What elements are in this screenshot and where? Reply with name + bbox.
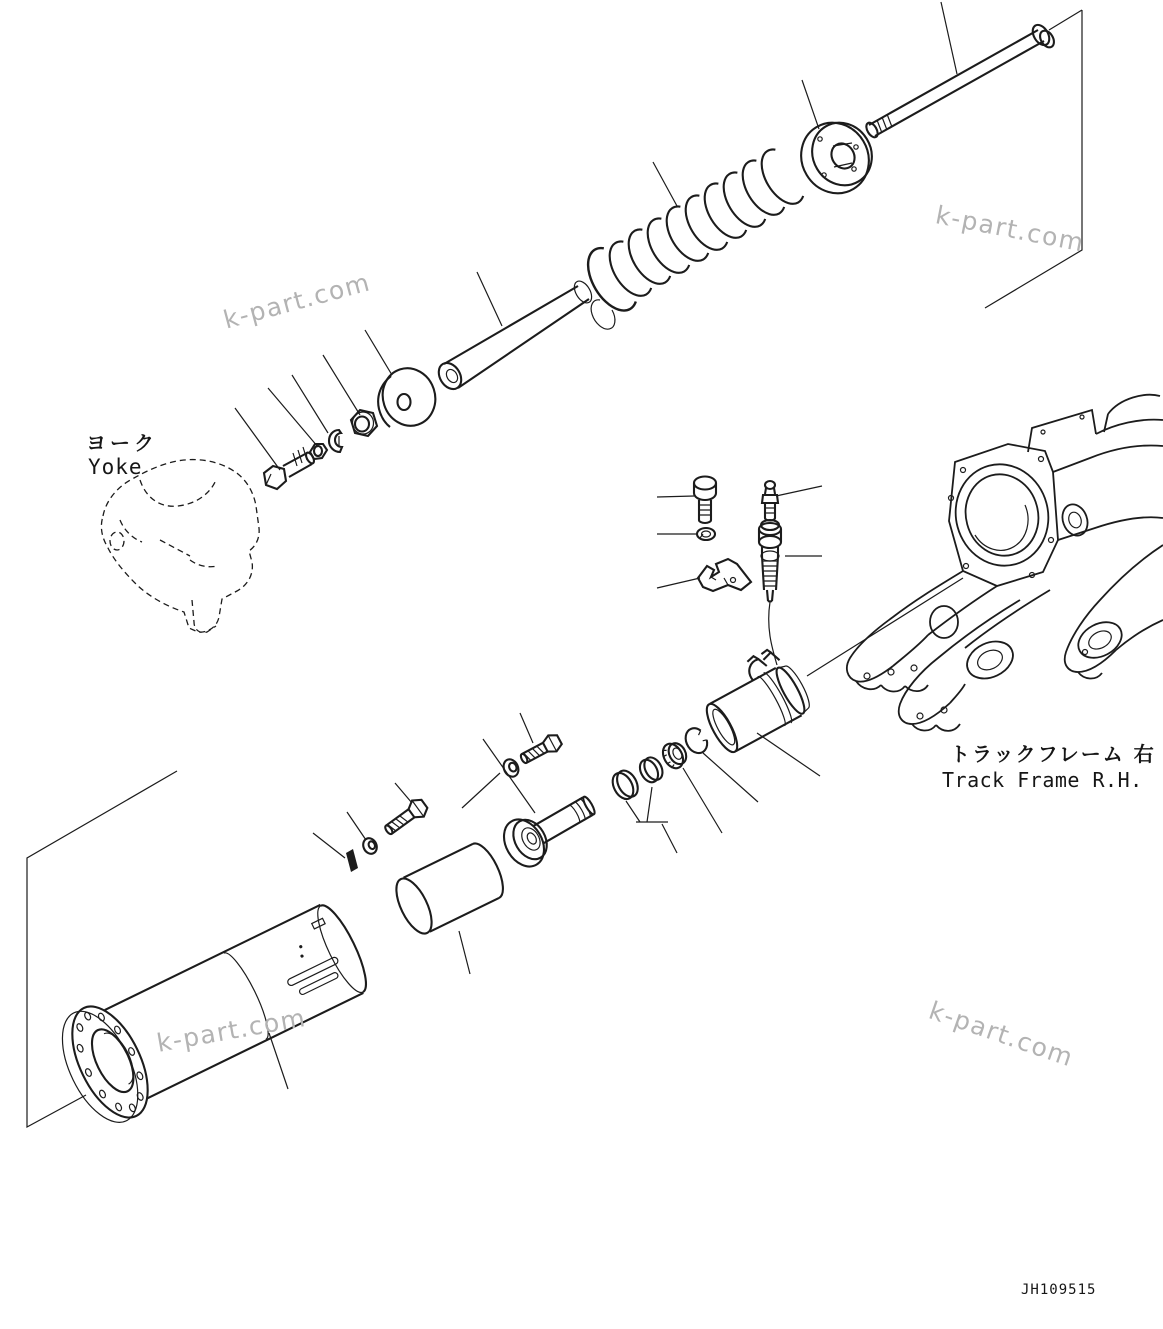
ring bbox=[636, 754, 666, 785]
nut bbox=[351, 410, 377, 436]
washer bbox=[501, 757, 521, 779]
track-frame-label-ja: トラックフレーム 右 bbox=[950, 742, 1156, 766]
watermark: k-part.com bbox=[925, 995, 1078, 1073]
washer bbox=[361, 836, 380, 856]
key bbox=[346, 849, 358, 872]
seal-ring bbox=[608, 767, 641, 803]
track-frame bbox=[847, 395, 1163, 731]
yoke-label-en: Yoke bbox=[88, 455, 143, 479]
watermark: k-part.com bbox=[220, 267, 374, 335]
gasket bbox=[697, 528, 715, 540]
valve bbox=[759, 520, 781, 601]
yoke bbox=[101, 460, 259, 633]
spring-case bbox=[47, 889, 380, 1134]
watermark: k-part.com bbox=[154, 1002, 309, 1058]
yoke-label-ja: ヨーク bbox=[86, 431, 158, 455]
track-frame-label-en: Track Frame R.H. bbox=[942, 768, 1143, 792]
drawing-number: JH109515 bbox=[1021, 1282, 1097, 1298]
bracket bbox=[698, 559, 751, 591]
view-boundary-lines bbox=[27, 10, 1082, 1127]
clip bbox=[329, 430, 342, 452]
bolt bbox=[518, 732, 564, 768]
pipe bbox=[434, 278, 595, 393]
watermark: k-part.com bbox=[933, 200, 1088, 258]
bushing bbox=[389, 839, 510, 939]
recoil-spring bbox=[578, 147, 805, 329]
rod bbox=[864, 22, 1057, 139]
plug-bolt bbox=[694, 477, 716, 524]
bolt bbox=[264, 447, 316, 489]
grease-fitting bbox=[762, 481, 778, 521]
recoil-cylinder bbox=[691, 642, 815, 757]
bolt bbox=[381, 796, 430, 840]
disc-washer bbox=[375, 361, 442, 432]
piston bbox=[496, 782, 604, 873]
